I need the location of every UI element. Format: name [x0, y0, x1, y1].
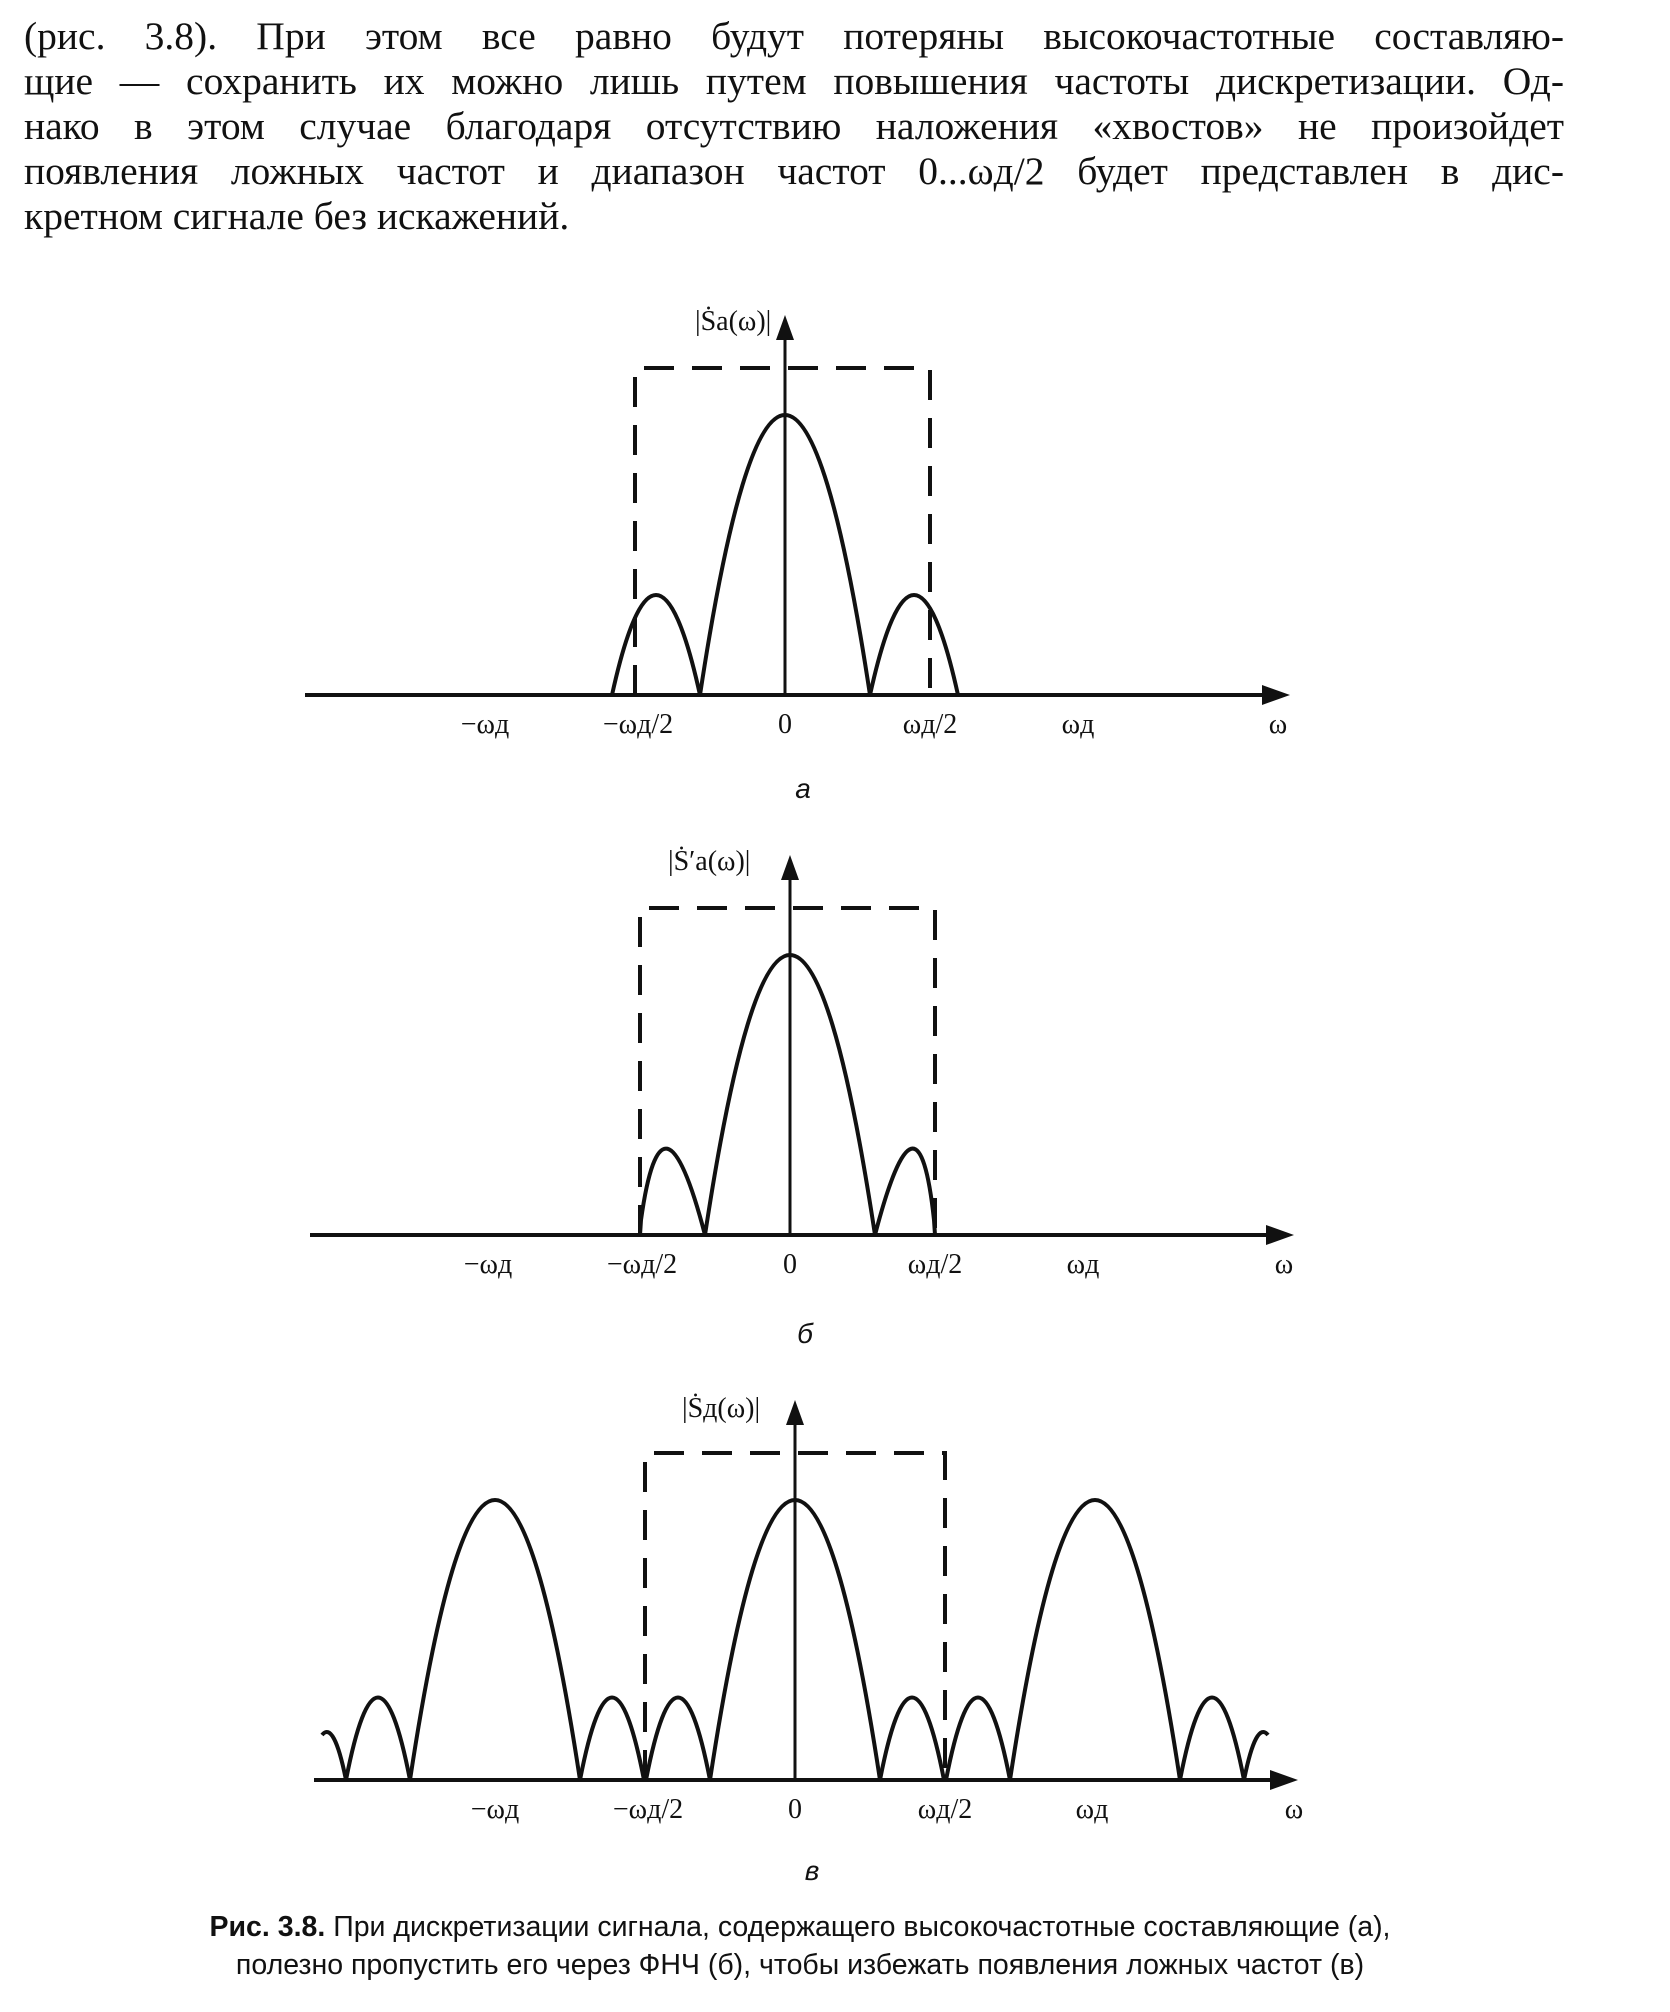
- tick-label: −ωд: [470, 1794, 520, 1825]
- figure-c-plot: [0, 1390, 1670, 1900]
- spectrum-side-lobe: [946, 1698, 1010, 1781]
- caption-line: [60, 1908, 1540, 1946]
- axis-arrow-icon: [776, 315, 794, 340]
- spectrum-replica-right: [1010, 1500, 1180, 1780]
- axis-arrow-icon: [786, 1400, 804, 1425]
- tick-label: ωд: [1075, 1794, 1109, 1825]
- tick-label: −ωд: [460, 709, 510, 740]
- figure-caption: [60, 1908, 1540, 1984]
- spectrum-side-lobe: [322, 1732, 346, 1780]
- spectrum-side-lobe: [580, 1698, 644, 1781]
- caption-label: Рис. 3.8.: [209, 1911, 326, 1943]
- axis-arrow-icon: [1266, 1225, 1294, 1245]
- tick-label: −ωд/2: [612, 1794, 684, 1825]
- tick-label: −ωд/2: [602, 709, 674, 740]
- body-paragraph: [24, 14, 1564, 239]
- tick-label: ωд/2: [902, 709, 958, 740]
- figure-a-plot: [0, 300, 1670, 820]
- tick-label: −ωд: [463, 1249, 513, 1280]
- paragraph-line: кретном сигнале без искажений.: [24, 194, 570, 238]
- spectrum-side-lobe-left: [640, 1149, 705, 1235]
- spectrum-side-lobe-right: [875, 1149, 935, 1235]
- spectrum-side-lobe: [1180, 1698, 1244, 1781]
- axis-label: ω: [1284, 1794, 1304, 1825]
- spectrum-side-lobe-right: [870, 595, 958, 695]
- paragraph-line: (рис. 3.8). При этом все равно будут потеряны высокочастотные составляю-: [24, 14, 1564, 58]
- tick-label: 0: [783, 1249, 797, 1280]
- tick-label: 0: [778, 709, 792, 740]
- figure-c: [0, 1390, 1670, 1900]
- y-axis-label: |Ṡа(ω)|: [695, 306, 772, 337]
- spectrum-side-lobe: [1244, 1732, 1268, 1780]
- spectrum-side-lobe: [880, 1698, 944, 1781]
- figure-b: [0, 840, 1670, 1360]
- figure-sublabel: б: [797, 1318, 813, 1349]
- y-axis-label: |Ṡ′а(ω)|: [668, 846, 751, 877]
- tick-label: 0: [788, 1794, 802, 1825]
- axis-label: ω: [1268, 709, 1288, 740]
- paragraph-line: нако в этом случае благодаря отсутствию наложения «хвостов» не произойдет: [24, 104, 1564, 148]
- axis-label: ω: [1274, 1249, 1294, 1280]
- tick-label: ωд/2: [917, 1794, 973, 1825]
- axis-arrow-icon: [1262, 685, 1290, 705]
- spectrum-side-lobe: [346, 1698, 410, 1781]
- spectrum-side-lobe-left: [612, 595, 700, 695]
- tick-label: ωд: [1066, 1249, 1100, 1280]
- caption-line: полезно пропустить его через ФНЧ (б), чтобы избежать появления ложных частот (в): [235, 1949, 1365, 1981]
- paragraph-line: появления ложных частот и диапазон частот 0...ωд/2 будет представлен в дис-: [24, 149, 1564, 193]
- paragraph-line: щие — сохранить их можно лишь путем повышения частоты дискретизации. Од-: [24, 59, 1564, 103]
- figure-sublabel: а: [795, 773, 811, 804]
- caption-text: При дискретизации сигнала, содержащего высокочастотные составляющие (а),: [333, 1911, 1391, 1943]
- tick-label: ωд: [1061, 709, 1095, 740]
- axis-arrow-icon: [1270, 1770, 1298, 1790]
- figure-a: [0, 300, 1670, 820]
- spectrum-side-lobe: [646, 1698, 710, 1781]
- axis-arrow-icon: [781, 855, 799, 880]
- figure-sublabel: в: [804, 1855, 820, 1886]
- figure-b-plot: [0, 840, 1670, 1360]
- spectrum-replica-left: [410, 1500, 580, 1780]
- tick-label: ωд/2: [907, 1249, 963, 1280]
- y-axis-label: |Ṡд(ω)|: [682, 1393, 761, 1424]
- tick-label: −ωд/2: [606, 1249, 678, 1280]
